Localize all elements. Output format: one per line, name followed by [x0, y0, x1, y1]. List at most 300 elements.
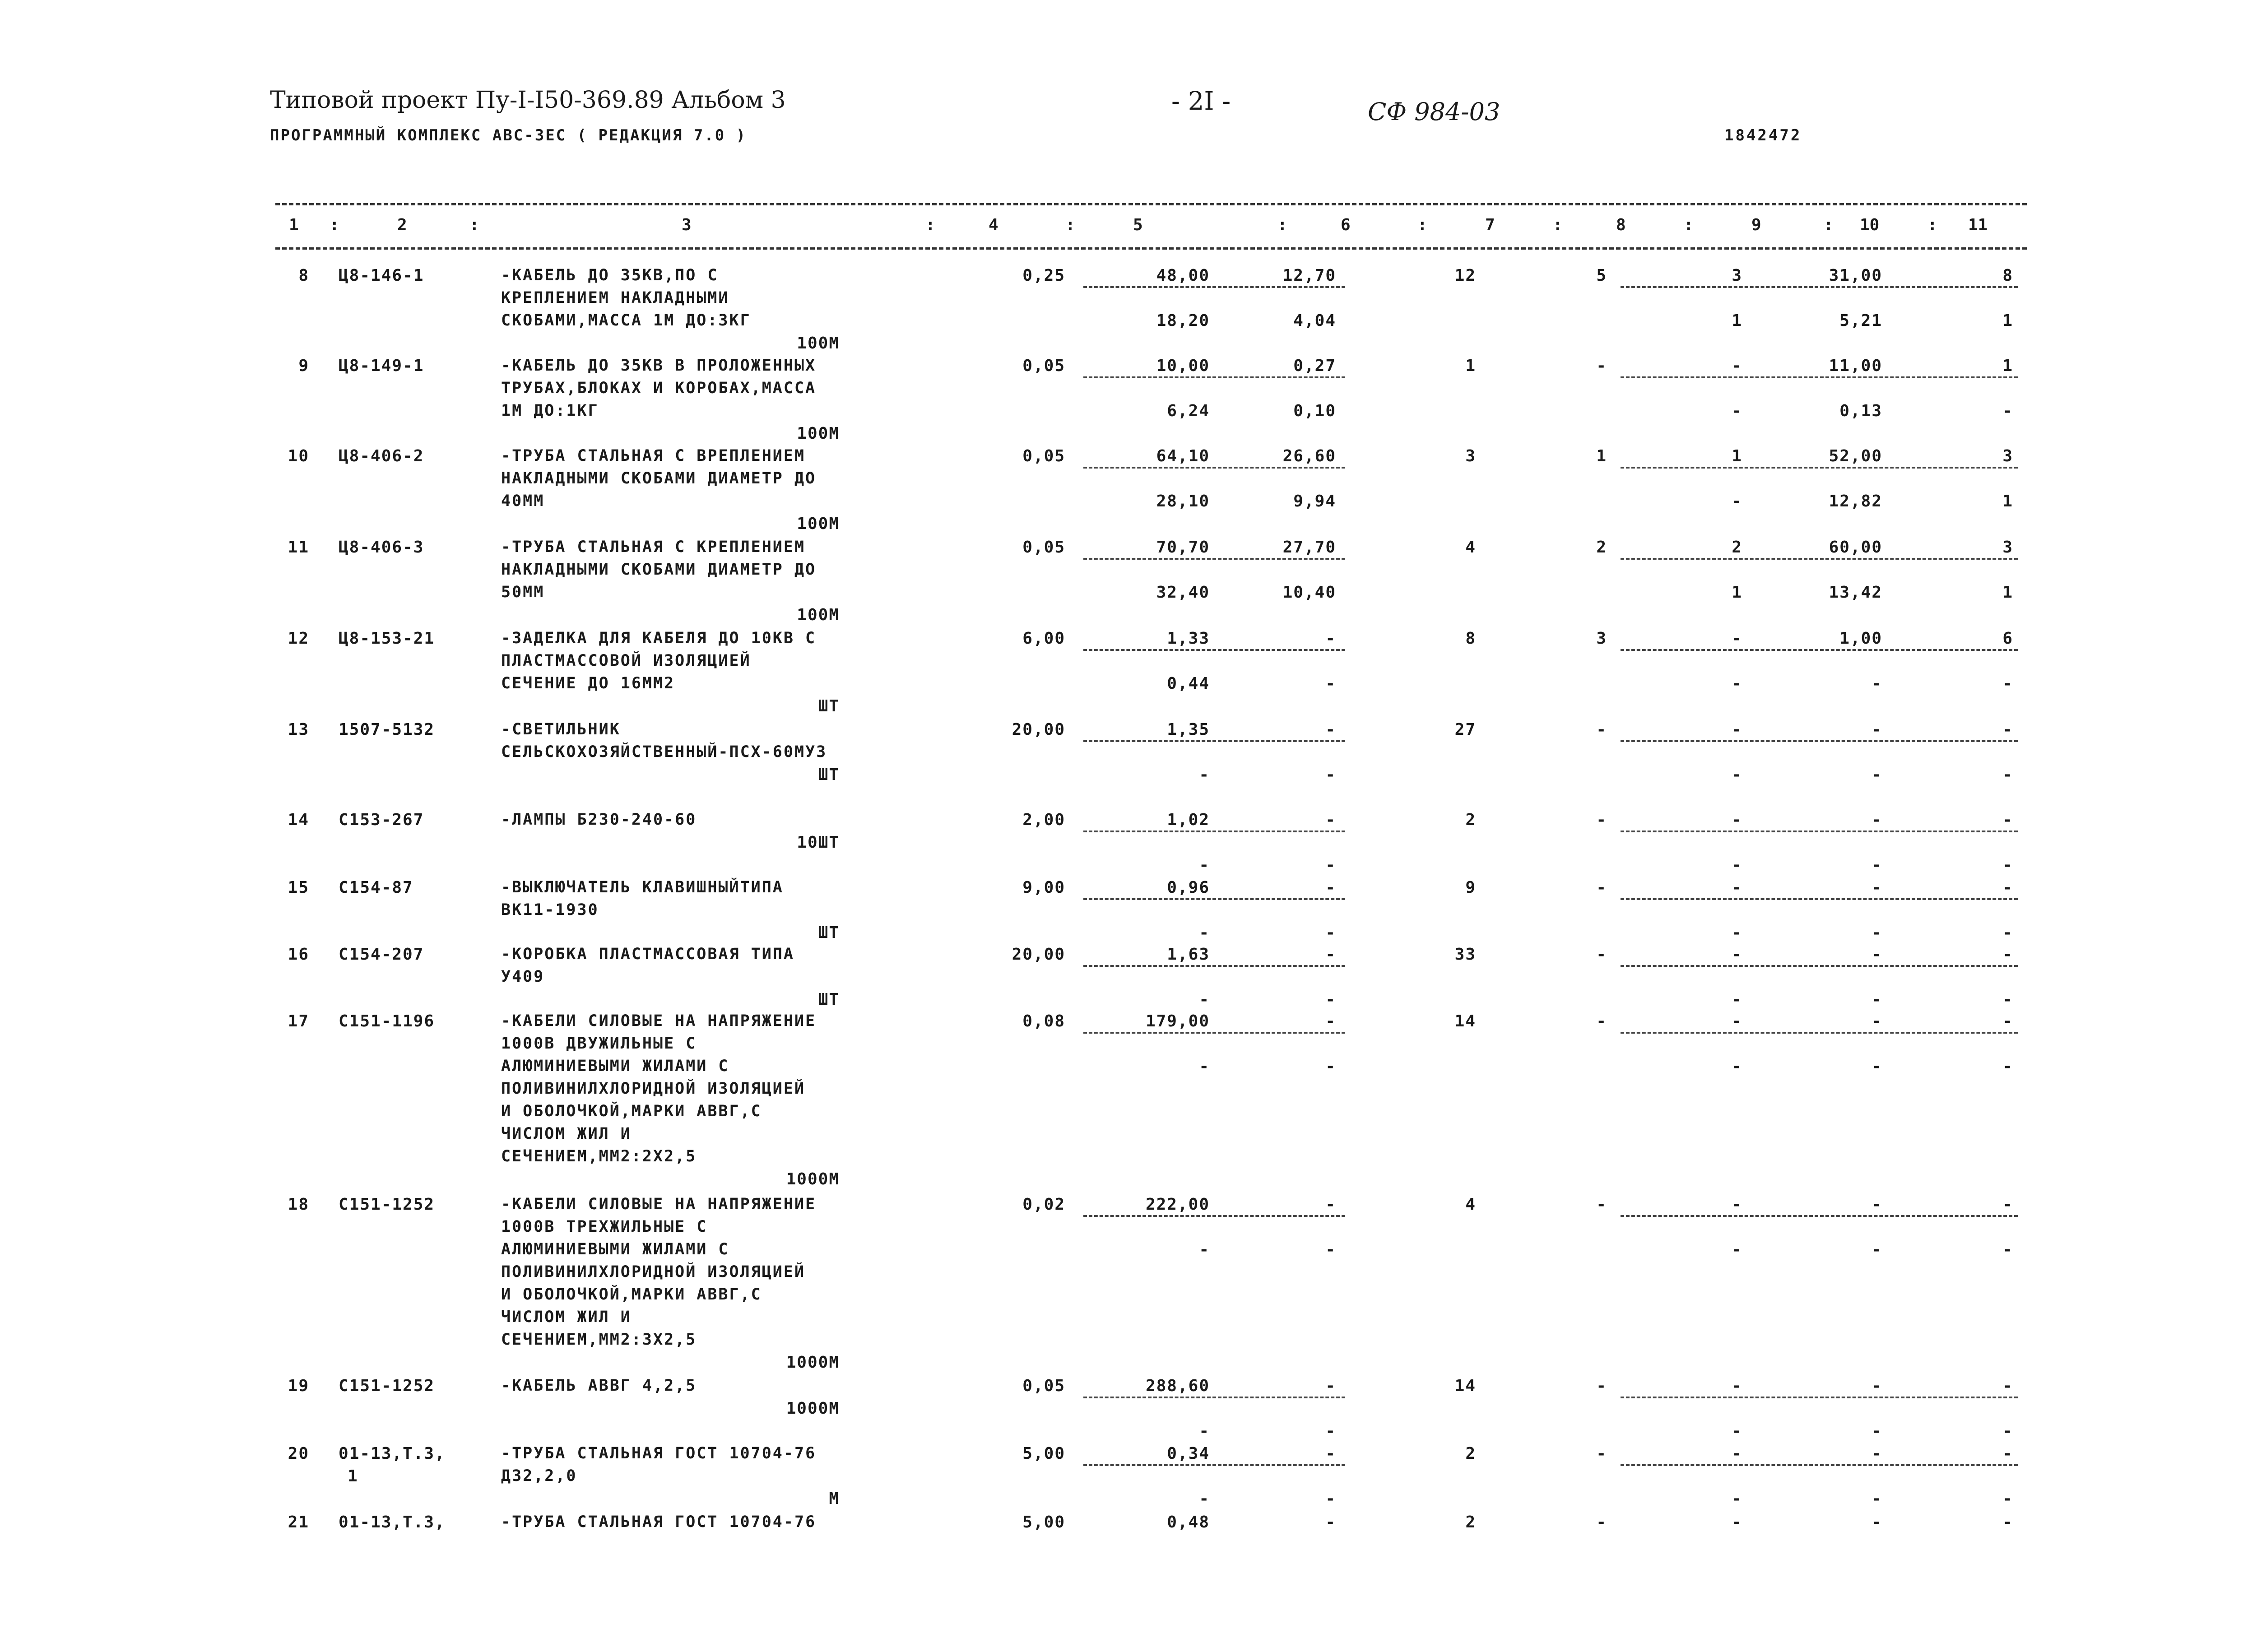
cell-col-8: - — [1596, 1012, 1607, 1030]
cell-col-11: - — [2002, 811, 2013, 829]
cell-col-5: 1,33 — [1167, 629, 1210, 648]
cell-col-11: - — [2002, 878, 2013, 897]
row-separator-right — [1621, 1464, 2018, 1466]
cell-col-10: - — [1872, 1444, 1882, 1463]
column-header-cell: 10 — [1860, 216, 1880, 234]
cell-col-6: 26,60 — [1282, 447, 1336, 465]
cell-col-11: 8 — [2002, 266, 2013, 285]
row-unit: 1000М — [786, 1399, 840, 1418]
cell-col-7: 27 — [1454, 720, 1476, 739]
cell-col-5: 0,48 — [1167, 1513, 1210, 1531]
cell-col-5-second: 0,44 — [1167, 674, 1210, 693]
row-number: 18 — [288, 1195, 309, 1214]
row-number: 14 — [288, 811, 309, 829]
cell-col-10-second: - — [1872, 923, 1882, 942]
row-code: 1507-5132 — [339, 720, 435, 739]
column-header-cell: : — [925, 216, 935, 234]
cell-col-5-second: - — [1199, 1422, 1210, 1440]
row-code: С151-1196 — [339, 1012, 435, 1030]
cell-col-6-second: 0,10 — [1293, 402, 1336, 420]
cell-col-6-second: 10,40 — [1282, 583, 1336, 602]
cell-col-5-second: - — [1199, 766, 1210, 784]
cell-col-5-second: - — [1199, 856, 1210, 874]
cell-col-7: 2 — [1465, 1513, 1476, 1531]
cell-col-4: 0,05 — [1022, 1377, 1065, 1395]
column-header-cell: 11 — [1968, 216, 1988, 234]
row-description-line: СЕЛЬСКОХОЗЯЙСТВЕННЫЙ-ПСХ-60МУЗ — [501, 743, 827, 761]
row-separator-right — [1621, 965, 2018, 967]
row-separator-left — [1083, 558, 1345, 560]
row-separator-right — [1621, 649, 2018, 651]
row-description-line: 40ММ — [501, 492, 545, 510]
row-description-line: -ТРУБА СТАЛЬНАЯ ГОСТ 10704-76 — [501, 1513, 817, 1531]
row-number: 19 — [288, 1377, 309, 1395]
cell-col-8: - — [1596, 1444, 1607, 1463]
cell-col-10-second: - — [1872, 674, 1882, 693]
cell-col-5-second: - — [1199, 923, 1210, 942]
cell-col-4: 6,00 — [1022, 629, 1065, 648]
cell-col-10-second: 13,42 — [1829, 583, 1882, 602]
cell-col-5-second: - — [1199, 1240, 1210, 1259]
cell-col-6: 0,27 — [1293, 357, 1336, 375]
column-header-cell: 6 — [1341, 216, 1351, 234]
row-number: 21 — [288, 1513, 309, 1531]
row-description-line: СЕЧЕНИЕМ,ММ2:3Х2,5 — [501, 1331, 697, 1349]
cell-col-6: - — [1325, 945, 1336, 964]
cell-col-6-second: - — [1325, 1240, 1336, 1259]
cell-col-5: 1,02 — [1167, 811, 1210, 829]
cell-col-9-second: - — [1732, 1240, 1742, 1259]
document-number: 1842472 — [1724, 126, 1802, 144]
table-top-rule — [275, 203, 2027, 205]
cell-col-9-second: 1 — [1732, 583, 1742, 602]
row-description-line: ЧИСЛОМ ЖИЛ И — [501, 1308, 632, 1326]
column-header-cell: : — [1824, 216, 1834, 234]
column-header-cell: : — [469, 216, 479, 234]
cell-col-8: - — [1596, 878, 1607, 897]
row-description-line: -КАБЕЛИ СИЛОВЫЕ НА НАПРЯЖЕНИЕ — [501, 1012, 817, 1030]
row-description-line: 50ММ — [501, 583, 545, 601]
cell-col-6: - — [1325, 1195, 1336, 1214]
row-description-line: 1000В ДВУЖИЛЬНЫЕ С — [501, 1035, 697, 1053]
column-header-cell: : — [1684, 216, 1694, 234]
column-header-cell: : — [1277, 216, 1287, 234]
cell-col-9-second: 1 — [1732, 311, 1742, 330]
cell-col-6: - — [1325, 1444, 1336, 1463]
row-unit: 100М — [797, 424, 840, 443]
row-description-line: 1000В ТРЕХЖИЛЬНЫЕ С — [501, 1218, 708, 1236]
cell-col-7: 14 — [1454, 1377, 1476, 1395]
row-description-line: ПОЛИВИНИЛХЛОРИДНОЙ ИЗОЛЯЦИЕЙ — [501, 1263, 806, 1281]
cell-col-11-second: - — [2002, 1490, 2013, 1508]
cell-col-11-second: - — [2002, 402, 2013, 420]
row-unit: 1000М — [786, 1353, 840, 1372]
cell-col-5: 48,00 — [1156, 266, 1210, 285]
cell-col-10-second: - — [1872, 766, 1882, 784]
cell-col-5-second: - — [1199, 990, 1210, 1009]
cell-col-11-second: 1 — [2002, 492, 2013, 510]
cell-col-5-second: 32,40 — [1156, 583, 1210, 602]
cell-col-4: 0,25 — [1022, 266, 1065, 285]
cell-col-5: 179,00 — [1145, 1012, 1210, 1030]
cell-col-4: 0,05 — [1022, 357, 1065, 375]
row-description-line: -ТРУБА СТАЛЬНАЯ С КРЕПЛЕНИЕМ — [501, 538, 806, 556]
column-header-cell: : — [1927, 216, 1937, 234]
row-description-line: И ОБОЛОЧКОЙ,МАРКИ АВВГ,С — [501, 1102, 762, 1120]
cell-col-9-second: - — [1732, 402, 1742, 420]
cell-col-4: 20,00 — [1012, 720, 1065, 739]
cell-col-9: - — [1732, 1377, 1742, 1395]
row-number: 15 — [288, 878, 309, 897]
cell-col-4: 0,05 — [1022, 538, 1065, 557]
row-separator-left — [1083, 376, 1345, 378]
row-code: 01-13,Т.3, — [339, 1444, 446, 1463]
cell-col-11: 3 — [2002, 538, 2013, 557]
cell-col-7: 14 — [1454, 1012, 1476, 1030]
row-separator-left — [1083, 965, 1345, 967]
row-description-line: -ВЫКЛЮЧАТЕЛЬ КЛАВИШНЫЙТИПА — [501, 878, 784, 896]
cell-col-9: 1 — [1732, 447, 1742, 465]
cell-col-5: 70,70 — [1156, 538, 1210, 557]
cell-col-11: - — [2002, 720, 2013, 739]
cell-col-6-second: 4,04 — [1293, 311, 1336, 330]
cell-col-6: - — [1325, 1377, 1336, 1395]
cell-col-10-second: - — [1872, 1490, 1882, 1508]
row-number: 9 — [298, 357, 309, 375]
cell-col-5-second: 6,24 — [1167, 402, 1210, 420]
cell-col-6-second: - — [1325, 674, 1336, 693]
cell-col-11-second: - — [2002, 856, 2013, 874]
cell-col-11-second: - — [2002, 1240, 2013, 1259]
cell-col-10-second: 12,82 — [1829, 492, 1882, 510]
cell-col-6: 12,70 — [1282, 266, 1336, 285]
cell-col-7: 4 — [1465, 1195, 1476, 1214]
row-description-line: СЕЧЕНИЕ ДО 16ММ2 — [501, 674, 675, 692]
cell-col-9: 2 — [1732, 538, 1742, 557]
cell-col-10: 31,00 — [1829, 266, 1882, 285]
row-unit: 100М — [797, 334, 840, 353]
row-separator-left — [1083, 898, 1345, 900]
row-unit: 100М — [797, 515, 840, 533]
cell-col-9: - — [1732, 1012, 1742, 1030]
row-separator-left — [1083, 467, 1345, 469]
cell-col-5: 0,96 — [1167, 878, 1210, 897]
column-header-cell: : — [1065, 216, 1075, 234]
cell-col-4: 2,00 — [1022, 811, 1065, 829]
row-separator-right — [1621, 1397, 2018, 1398]
cell-col-10-second: - — [1872, 1057, 1882, 1076]
cell-col-5: 1,35 — [1167, 720, 1210, 739]
cell-col-7: 12 — [1454, 266, 1476, 285]
row-number: 17 — [288, 1012, 309, 1030]
cell-col-6: - — [1325, 811, 1336, 829]
cell-col-11: - — [2002, 1377, 2013, 1395]
cell-col-7: 8 — [1465, 629, 1476, 648]
cell-col-7: 1 — [1465, 357, 1476, 375]
cell-col-5: 64,10 — [1156, 447, 1210, 465]
row-unit: 10ШТ — [797, 833, 840, 852]
cell-col-5: 1,63 — [1167, 945, 1210, 964]
row-separator-left — [1083, 286, 1345, 288]
row-description-line: -КАБЕЛЬ ДО 35КВ В ПРОЛОЖЕННЫХ — [501, 357, 817, 375]
cell-col-9: - — [1732, 1444, 1742, 1463]
cell-col-9-second: - — [1732, 856, 1742, 874]
cell-col-10: - — [1872, 811, 1882, 829]
cell-col-8: - — [1596, 1377, 1607, 1395]
cell-col-10: 60,00 — [1829, 538, 1882, 557]
row-separator-left — [1083, 1464, 1345, 1466]
cell-col-5: 10,00 — [1156, 357, 1210, 375]
cell-col-9-second: - — [1732, 923, 1742, 942]
row-code: С151-1252 — [339, 1195, 435, 1214]
cell-col-10-second: - — [1872, 1240, 1882, 1259]
row-number: 8 — [298, 266, 309, 285]
cell-col-10: - — [1872, 1513, 1882, 1531]
cell-col-9: 3 — [1732, 266, 1742, 285]
row-description-line: -КОРОБКА ПЛАСТМАССОВАЯ ТИПА — [501, 945, 794, 963]
row-description-line: КРЕПЛЕНИЕМ НАКЛАДНЫМИ — [501, 289, 729, 307]
row-description-line: -ТРУБА СТАЛЬНАЯ ГОСТ 10704-76 — [501, 1444, 817, 1462]
cell-col-11-second: - — [2002, 1057, 2013, 1076]
cell-col-8: - — [1596, 945, 1607, 964]
row-description-line: ЧИСЛОМ ЖИЛ И — [501, 1125, 632, 1143]
cell-col-10: 52,00 — [1829, 447, 1882, 465]
column-header-cell: 9 — [1751, 216, 1761, 234]
cell-col-7: 2 — [1465, 811, 1476, 829]
row-separator-right — [1621, 467, 2018, 469]
cell-col-5: 288,60 — [1145, 1377, 1210, 1395]
cell-col-10: - — [1872, 720, 1882, 739]
cell-col-9-second: - — [1732, 990, 1742, 1009]
cell-col-11-second: 1 — [2002, 311, 2013, 330]
row-code: Ц8-149-1 — [339, 357, 424, 375]
row-separator-left — [1083, 1397, 1345, 1398]
cell-col-5: 0,34 — [1167, 1444, 1210, 1463]
row-code: С154-87 — [339, 878, 413, 897]
row-separator-right — [1621, 740, 2018, 742]
row-unit: М — [829, 1490, 840, 1508]
column-header-cell: 5 — [1133, 216, 1143, 234]
row-number: 10 — [288, 447, 309, 465]
cell-col-5-second: - — [1199, 1057, 1210, 1076]
cell-col-5-second: 28,10 — [1156, 492, 1210, 510]
cell-col-8: 1 — [1596, 447, 1607, 465]
row-description-line: НАКЛАДНЫМИ СКОБАМИ ДИАМЕТР ДО — [501, 469, 817, 487]
row-description-line: -СВЕТИЛЬНИК — [501, 720, 621, 738]
row-separator-right — [1621, 831, 2018, 832]
cell-col-4: 0,08 — [1022, 1012, 1065, 1030]
cell-col-11-second: - — [2002, 766, 2013, 784]
column-header-cell: 4 — [989, 216, 998, 234]
cell-col-11: 6 — [2002, 629, 2013, 648]
document-title: Типовой проект Пу-I-I50-369.89 Альбом 3 — [270, 87, 786, 114]
row-separator-right — [1621, 1215, 2018, 1217]
row-separator-left — [1083, 1215, 1345, 1217]
row-number: 11 — [288, 538, 309, 557]
cell-col-11-second: - — [2002, 1422, 2013, 1440]
cell-col-9: - — [1732, 945, 1742, 964]
row-separator-left — [1083, 740, 1345, 742]
cell-col-8: - — [1596, 357, 1607, 375]
cell-col-11: 3 — [2002, 447, 2013, 465]
cell-col-6: - — [1325, 1012, 1336, 1030]
row-unit: 100М — [797, 606, 840, 624]
cell-col-7: 9 — [1465, 878, 1476, 897]
cell-col-8: 3 — [1596, 629, 1607, 648]
row-description-line: АЛЮМИНИЕВЫМИ ЖИЛАМИ С — [501, 1240, 729, 1258]
cell-col-10-second: - — [1872, 856, 1882, 874]
cell-col-10-second: - — [1872, 1422, 1882, 1440]
cell-col-8: - — [1596, 1195, 1607, 1214]
cell-col-6-second: - — [1325, 1422, 1336, 1440]
row-separator-right — [1621, 898, 2018, 900]
cell-col-10: - — [1872, 945, 1882, 964]
cell-col-11-second: - — [2002, 923, 2013, 942]
cell-col-11: - — [2002, 1444, 2013, 1463]
cell-col-9-second: - — [1732, 674, 1742, 693]
cell-col-5-second: 18,20 — [1156, 311, 1210, 330]
row-code: Ц8-153-21 — [339, 629, 435, 648]
row-description-line: -ТРУБА СТАЛЬНАЯ С ВРЕПЛЕНИЕМ — [501, 447, 806, 465]
row-separator-left — [1083, 649, 1345, 651]
cell-col-6-second: - — [1325, 766, 1336, 784]
column-header-cell: 1 — [289, 216, 299, 234]
cell-col-9: - — [1732, 629, 1742, 648]
cell-col-6: - — [1325, 720, 1336, 739]
cell-col-9: - — [1732, 1513, 1742, 1531]
cell-col-11-second: - — [2002, 674, 2013, 693]
cell-col-9: - — [1732, 720, 1742, 739]
cell-col-10: 11,00 — [1829, 357, 1882, 375]
cell-col-6-second: - — [1325, 990, 1336, 1009]
cell-col-6-second: - — [1325, 1490, 1336, 1508]
row-unit: ШТ — [818, 697, 840, 715]
cell-col-6-second: - — [1325, 923, 1336, 942]
row-separator-right — [1621, 1032, 2018, 1034]
row-code: С153-267 — [339, 811, 424, 829]
cell-col-10: - — [1872, 1195, 1882, 1214]
cell-col-10: - — [1872, 1377, 1882, 1395]
cell-col-4: 0,02 — [1022, 1195, 1065, 1214]
row-description-line: СЕЧЕНИЕМ,ММ2:2Х2,5 — [501, 1147, 697, 1165]
row-code: 01-13,Т.3, — [339, 1513, 446, 1531]
cell-col-9-second: - — [1732, 1490, 1742, 1508]
cell-col-11: - — [2002, 1195, 2013, 1214]
row-code: Ц8-406-2 — [339, 447, 424, 465]
cell-col-10-second: 0,13 — [1839, 402, 1882, 420]
row-code: С151-1252 — [339, 1377, 435, 1395]
row-description-line: -ЛАМПЫ Б230-240-60 — [501, 811, 697, 829]
cell-col-8: 2 — [1596, 538, 1607, 557]
row-description-line: АЛЮМИНИЕВЫМИ ЖИЛАМИ С — [501, 1057, 729, 1075]
row-description-line: ПЛАСТМАССОВОЙ ИЗОЛЯЦИЕЙ — [501, 652, 751, 670]
cell-col-9: - — [1732, 1195, 1742, 1214]
cell-col-6: 27,70 — [1282, 538, 1336, 557]
cell-col-8: - — [1596, 720, 1607, 739]
row-separator-right — [1621, 286, 2018, 288]
row-description-line: ВК11-1930 — [501, 901, 599, 919]
row-number: 16 — [288, 945, 309, 964]
cell-col-9-second: - — [1732, 492, 1742, 510]
cell-col-9: - — [1732, 811, 1742, 829]
row-separator-left — [1083, 1032, 1345, 1034]
cell-col-11-second: - — [2002, 990, 2013, 1009]
cell-col-9-second: - — [1732, 1057, 1742, 1076]
column-header-cell: 2 — [397, 216, 407, 234]
column-header-cell: 7 — [1485, 216, 1495, 234]
cell-col-7: 4 — [1465, 538, 1476, 557]
cell-col-7: 3 — [1465, 447, 1476, 465]
row-description-line: -КАБЕЛЬ АВВГ 4,2,5 — [501, 1377, 697, 1395]
row-description-line: У409 — [501, 968, 545, 986]
row-description-line: -ЗАДЕЛКА ДЛЯ КАБЕЛЯ ДО 10КВ С — [501, 629, 817, 647]
row-description-line: ТРУБАХ,БЛОКАХ И КОРОБАХ,МАССА — [501, 379, 817, 397]
cell-col-7: 2 — [1465, 1444, 1476, 1463]
row-number: 13 — [288, 720, 309, 739]
row-code: Ц8-406-3 — [339, 538, 424, 557]
row-description-line: -КАБЕЛЬ ДО 35КВ,ПО С — [501, 266, 719, 284]
row-unit: ШТ — [818, 923, 840, 942]
table-header-rule — [275, 247, 2027, 250]
row-description-line: 1М ДО:1КГ — [501, 402, 599, 420]
row-separator-right — [1621, 376, 2018, 378]
row-description-line: СКОБАМИ,МАССА 1М ДО:3КГ — [501, 311, 751, 329]
cell-col-4: 9,00 — [1022, 878, 1065, 897]
row-description-line: И ОБОЛОЧКОЙ,МАРКИ АВВГ,С — [501, 1285, 762, 1304]
cell-col-5: 222,00 — [1145, 1195, 1210, 1214]
cell-col-11: 1 — [2002, 357, 2013, 375]
cell-col-10: - — [1872, 878, 1882, 897]
cell-col-4: 0,05 — [1022, 447, 1065, 465]
cell-col-6: - — [1325, 878, 1336, 897]
cell-col-6-second: 9,94 — [1293, 492, 1336, 510]
cell-col-5-second: - — [1199, 1490, 1210, 1508]
cell-col-10: 1,00 — [1839, 629, 1882, 648]
row-description-line: Д32,2,0 — [501, 1467, 577, 1485]
cell-col-7: 33 — [1454, 945, 1476, 964]
column-header-cell: : — [1417, 216, 1427, 234]
cell-col-10-second: - — [1872, 990, 1882, 1009]
column-header-cell: 3 — [682, 216, 692, 234]
cell-col-11: - — [2002, 945, 2013, 964]
document-subtitle: ПРОГРАММНЫЙ КОМПЛЕКС АВС-3ЕС ( РЕДАКЦИЯ 7.0 ) — [270, 126, 747, 144]
row-unit: ШТ — [818, 990, 840, 1009]
cell-col-4: 5,00 — [1022, 1513, 1065, 1531]
handwritten-code: СФ 984-03 — [1368, 97, 1500, 126]
cell-col-6: - — [1325, 629, 1336, 648]
cell-col-4: 20,00 — [1012, 945, 1065, 964]
row-description-line: ПОЛИВИНИЛХЛОРИДНОЙ ИЗОЛЯЦИЕЙ — [501, 1080, 806, 1098]
row-separator-right — [1621, 558, 2018, 560]
row-code: Ц8-146-1 — [339, 266, 424, 285]
row-separator-left — [1083, 831, 1345, 832]
cell-col-11: - — [2002, 1513, 2013, 1531]
cell-col-9-second: - — [1732, 1422, 1742, 1440]
cell-col-10-second: 5,21 — [1839, 311, 1882, 330]
cell-col-9-second: - — [1732, 766, 1742, 784]
column-header-cell: 8 — [1616, 216, 1626, 234]
cell-col-9: - — [1732, 357, 1742, 375]
cell-col-11: - — [2002, 1012, 2013, 1030]
row-description-line: НАКЛАДНЫМИ СКОБАМИ ДИАМЕТР ДО — [501, 561, 817, 579]
row-number: 12 — [288, 629, 309, 648]
row-number: 20 — [288, 1444, 309, 1463]
row-code-continued: 1 — [348, 1467, 358, 1485]
cell-col-8: 5 — [1596, 266, 1607, 285]
cell-col-10: - — [1872, 1012, 1882, 1030]
cell-col-4: 5,00 — [1022, 1444, 1065, 1463]
row-code: С154-207 — [339, 945, 424, 964]
